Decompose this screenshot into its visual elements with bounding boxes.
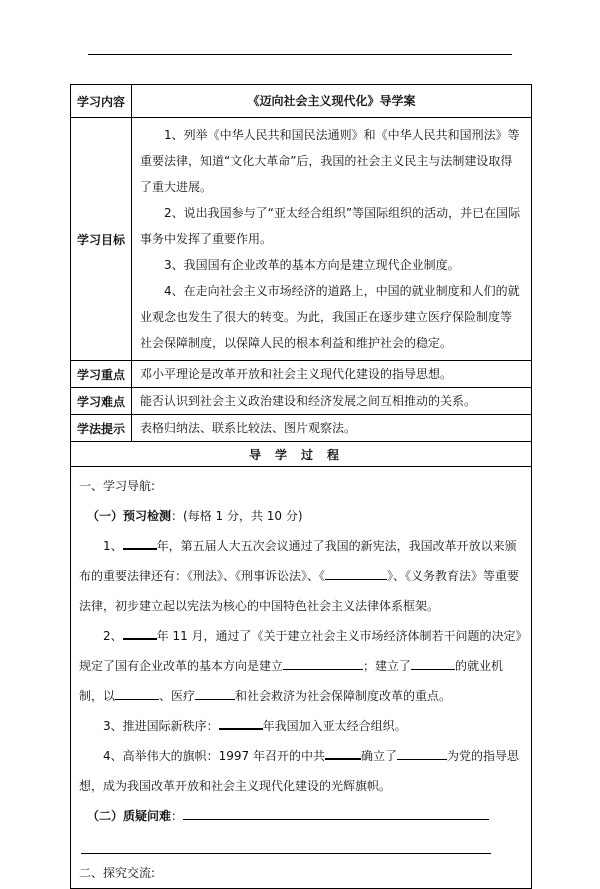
blank-5[interactable] <box>411 657 455 670</box>
objective-item: 3、我国国有企业改革的基本方向是建立现代企业制度。 <box>164 258 460 272</box>
blank-7[interactable] <box>195 687 235 700</box>
content-label: 学习内容 <box>71 85 132 118</box>
study-guide-table <box>70 84 532 889</box>
row-process-title <box>71 442 532 467</box>
row-content <box>71 85 532 118</box>
blank-2[interactable] <box>325 567 387 580</box>
row-objectives <box>71 118 532 361</box>
key-point-label: 学习重点 <box>71 361 132 388</box>
blank-8[interactable] <box>219 716 263 730</box>
preview-note: ：(每格 1 分，共 10 分) <box>171 509 303 523</box>
blank-10[interactable] <box>397 747 447 760</box>
question-answer-line[interactable] <box>183 807 489 820</box>
question-4: 4、高举伟大的旗帜：1997 年召开的中共 确立了 为党的指导思想，成为我国改革开放和社会主义现代化建设的光辉旗帜。 <box>79 741 525 801</box>
blank-9[interactable] <box>325 746 361 760</box>
question-1: 1、 年，第五届人大五次会议通过了我国的新宪法，我国改革开放以来颁布的重要法律还有：《刑法》、《刑事诉讼法》、《 》、《义务教育法》等重要法律，初步建立起以宪法为核心的中国特色社会主义法律体系框架。 <box>79 531 525 621</box>
question-2: 2、 年 11 月，通过了《关于建立社会主义市场经济体制若干问题的决定》规定了国有企业改革的基本方向是建立 ；建立了 的就业机制，以 、医疗 和社会救济为社会保障制度改革的重点。 <box>79 621 525 711</box>
question-answer-line-2[interactable] <box>81 831 491 854</box>
preview-heading <box>79 501 525 531</box>
blank-3[interactable] <box>123 626 157 640</box>
question-title: （二）质疑问难 <box>87 809 172 823</box>
objectives-list <box>132 118 532 361</box>
page-title: 《迈向社会主义现代化》导学案 <box>132 85 532 118</box>
section-navigation: 一、学习导航: <box>79 479 156 493</box>
objective-item: 1、列举《中华人民共和国民法通则》和《中华人民共和国刑法》等重要法律，知道“文化大革命”后，我国的社会主义民主与法制建设取得了重大进展。 <box>140 128 520 194</box>
blank-4[interactable] <box>283 657 363 670</box>
method-text: 表格归纳法、联系比较法、图片观察法。 <box>132 415 532 442</box>
key-point-text: 邓小平理论是改革开放和社会主义现代化建设的指导思想。 <box>132 361 532 388</box>
question-section: （二）质疑问难： <box>79 801 525 831</box>
objective-item: 2、说出我国参与了“亚太经合组织”等国际组织的活动，并已在国际事务中发挥了重要作用。 <box>140 206 521 246</box>
objectives-label: 学习目标 <box>71 118 132 361</box>
process-body <box>71 467 532 889</box>
question-3: 3、推进国际新秩序： 年我国加入亚太经合组织。 <box>79 711 525 741</box>
method-label: 学法提示 <box>71 415 132 442</box>
row-key-point <box>71 361 532 388</box>
row-process-body <box>71 467 532 889</box>
difficulty-text: 能否认识到社会主义政治建设和经济发展之间互相推动的关系。 <box>132 388 532 415</box>
blank-1[interactable] <box>123 536 157 550</box>
process-title: 导学过程 <box>71 442 532 467</box>
section-explore: 二、探究交流: <box>79 866 156 880</box>
row-difficulty <box>71 388 532 415</box>
difficulty-label: 学习难点 <box>71 388 132 415</box>
header-rule <box>88 54 512 55</box>
preview-title: （一）预习检测 <box>87 509 172 523</box>
blank-6[interactable] <box>115 687 159 700</box>
objective-item: 4、在走向社会主义市场经济的道路上，中国的就业制度和人们的就业观念也发生了很大的转变。为此，我国正在逐步建立医疗保险制度等社会保障制度，以保障人民的根本利益和维护社会的稳定。 <box>140 284 520 350</box>
row-method <box>71 415 532 442</box>
